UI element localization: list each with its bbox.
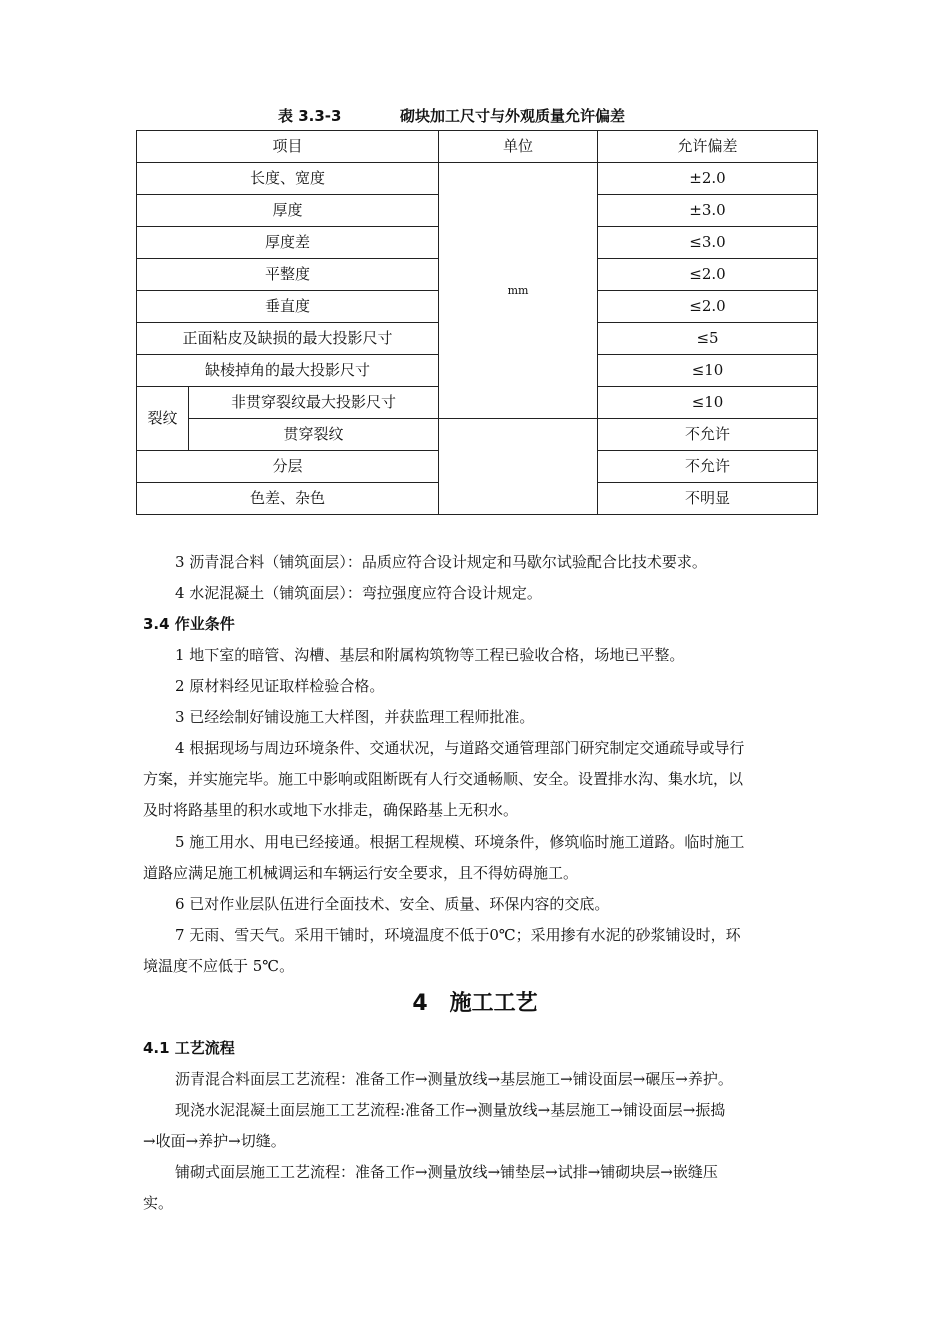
table-header-row [137, 131, 818, 163]
header-unit: 单位 [439, 131, 598, 163]
paragraph-continuation: 道路应满足施工机械调运和车辆运行安全要求，且不得妨碍施工。 [143, 864, 579, 882]
paragraph: 3 沥青混合料（铺筑面层）：品质应符合设计规定和马歇尔试验配合比技术要求。 [175, 553, 707, 571]
paragraph-continuation: 境温度不应低于 5℃。 [143, 957, 295, 975]
section-heading: 3.4 作业条件 [143, 615, 235, 633]
paragraph: 2 原材料经见证取样检验合格。 [175, 677, 385, 695]
row-tolerance: ≤10 [598, 387, 818, 419]
row-tolerance: ±2.0 [598, 163, 818, 195]
table-row [137, 163, 818, 195]
row-tolerance: 不允许 [598, 419, 818, 451]
header-tolerance: 允许偏差 [598, 131, 818, 163]
row-item: 正面粘皮及缺损的最大投影尺寸 [137, 323, 439, 355]
paragraph: 4 根据现场与周边环境条件、交通状况，与道路交通管理部门研究制定交通疏导或导行 [175, 739, 745, 757]
row-tolerance: ≤2.0 [598, 259, 818, 291]
paragraph-continuation: 及时将路基里的积水或地下水排走，确保路基上无积水。 [143, 801, 519, 819]
row-item: 长度、宽度 [137, 163, 439, 195]
chapter-title: 施工工艺 [449, 991, 538, 1016]
row-item: 色差、杂色 [137, 483, 439, 515]
paragraph: 5 施工用水、用电已经接通。根据工程规模、环境条件，修筑临时施工道路。临时施工 [175, 833, 745, 851]
row-item: 分层 [137, 451, 439, 483]
table-caption [0, 105, 950, 129]
table-title: 砌块加工尺寸与外观质量允许偏差 [400, 107, 626, 125]
section-heading: 4.1 工艺流程 [143, 1039, 235, 1057]
paragraph-continuation: 方案，并实施完毕。施工中影响或阻断既有人行交通畅顺、安全。设置排水沟、集水坑，以 [143, 770, 744, 788]
paragraph: 6 已对作业层队伍进行全面技术、安全、质量、环保内容的交底。 [175, 895, 610, 913]
row-item: 非贯穿裂纹最大投影尺寸 [189, 387, 439, 419]
row-item: 厚度差 [137, 227, 439, 259]
paragraph: 4 水泥混凝土（铺筑面层）：弯拉强度应符合设计规定。 [175, 584, 542, 602]
row-tolerance: 不允许 [598, 451, 818, 483]
table-row [137, 419, 818, 451]
row-tolerance: ±3.0 [598, 195, 818, 227]
row-tolerance: 不明显 [598, 483, 818, 515]
paragraph: 7 无雨、雪天气。采用干铺时，环境温度不低于0℃；采用掺有水泥的砂浆铺设时，环 [175, 926, 741, 944]
row-item: 平整度 [137, 259, 439, 291]
chapter-heading [0, 986, 950, 1017]
tolerance-table [136, 130, 818, 515]
paragraph: 3 已经绘制好铺设施工大样图，并获监理工程师批准。 [175, 708, 535, 726]
paragraph: 现浇水泥混凝土面层施工工艺流程:准备工作→测量放线→基层施工→铺设面层→振捣 [175, 1101, 726, 1119]
header-item: 项目 [137, 131, 439, 163]
paragraph-continuation: 实。 [143, 1194, 174, 1212]
row-tolerance: ≤2.0 [598, 291, 818, 323]
paragraph: 铺砌式面层施工工艺流程：准备工作→测量放线→铺垫层→试排→铺砌块层→嵌缝压 [175, 1163, 718, 1181]
row-item: 贯穿裂纹 [189, 419, 439, 451]
chapter-number: 4 [412, 991, 428, 1016]
row-tolerance: ≤5 [598, 323, 818, 355]
row-item: 厚度 [137, 195, 439, 227]
unit-cell-empty [439, 419, 598, 515]
table-number: 表 3.3-3 [278, 107, 342, 125]
crack-group-label: 裂纹 [137, 387, 189, 451]
row-tolerance: ≤3.0 [598, 227, 818, 259]
row-item: 垂直度 [137, 291, 439, 323]
paragraph-continuation: →收面→养护→切缝。 [143, 1132, 286, 1150]
unit-cell: mm [439, 163, 598, 419]
paragraph: 1 地下室的暗管、沟槽、基层和附属构筑物等工程已验收合格，场地已平整。 [175, 646, 685, 664]
paragraph: 沥青混合料面层工艺流程：准备工作→测量放线→基层施工→铺设面层→碾压→养护。 [175, 1070, 733, 1088]
row-tolerance: ≤10 [598, 355, 818, 387]
row-item: 缺棱掉角的最大投影尺寸 [137, 355, 439, 387]
